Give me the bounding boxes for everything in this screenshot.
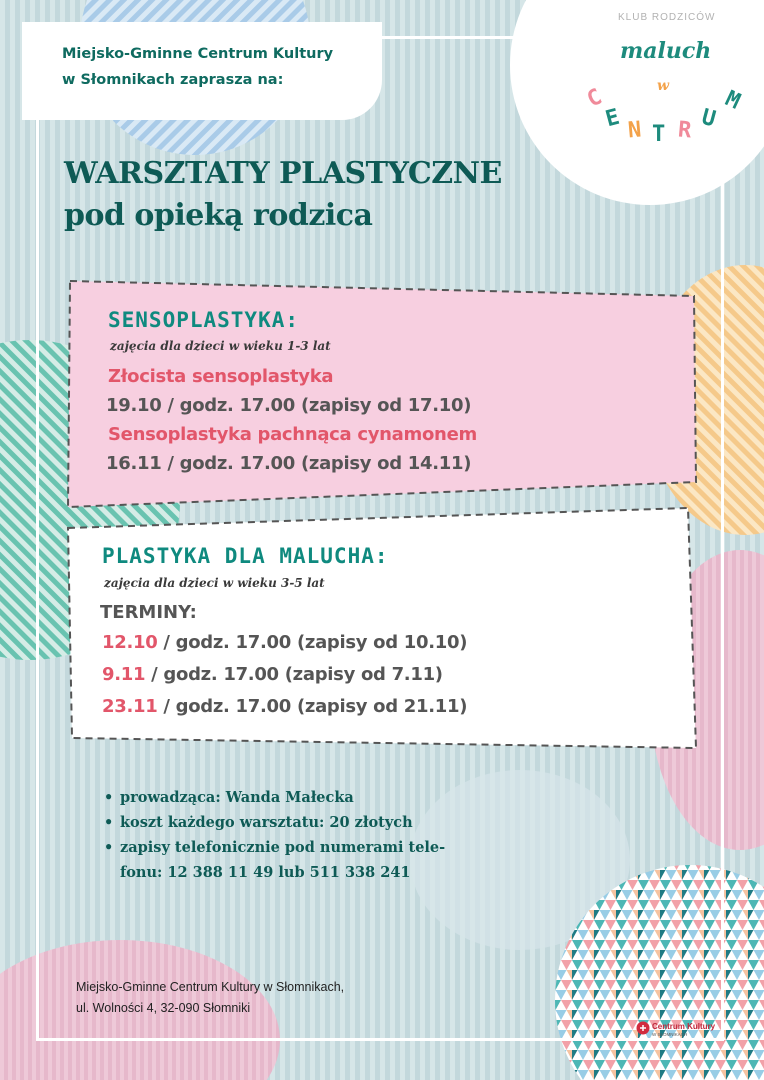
centrum-letter: M xyxy=(721,86,744,115)
footer-line2: ul. Wolności 4, 32-090 Słomniki xyxy=(76,1001,251,1015)
term-item xyxy=(102,696,467,717)
org-line-1: Miejsko-Gminne Centrum Kultury xyxy=(62,46,334,62)
club-maluch: maluch xyxy=(620,38,712,64)
ck-logo-sub: W SŁOMNIKACH xyxy=(652,1032,688,1037)
centrum-letter: R xyxy=(676,117,693,144)
info-signup-line1: zapisy telefonicznie pod numerami tele- xyxy=(120,839,446,856)
sensoplastyka-heading: SENSOPLASTYKA: xyxy=(108,308,300,332)
info-signup xyxy=(104,835,484,885)
centrum-letter: T xyxy=(652,122,666,147)
sensoplastyka-subtitle: zajęcia dla dzieci w wieku 1-3 lat xyxy=(110,339,331,353)
event-name: Złocista sensoplastyka xyxy=(108,366,334,387)
info-instructor: • prowadząca: Wanda Małecka xyxy=(104,785,484,810)
event-name: Sensoplastyka pachnąca cynamonem xyxy=(108,424,477,445)
event-date: 16.11 / godz. 17.00 (zapisy od 14.11) xyxy=(106,453,472,474)
event-date: 19.10 / godz. 17.00 (zapisy od 17.10) xyxy=(106,395,472,416)
info-list xyxy=(104,785,484,885)
term-date: 23.11 xyxy=(102,696,158,717)
centrum-letter: E xyxy=(602,104,623,133)
page-title-line1: WARSZTATY PLASTYCZNE xyxy=(64,156,502,191)
term-date: 12.10 xyxy=(102,632,158,653)
terms-label: TERMINY: xyxy=(100,602,197,623)
term-date: 9.11 xyxy=(102,664,146,685)
term-rest: / godz. 17.00 (zapisy od 21.11) xyxy=(157,696,468,717)
term-item xyxy=(102,632,467,653)
page-title-line2: pod opieką rodzica xyxy=(64,198,373,233)
club-w: w xyxy=(657,78,670,94)
centrum-letter: C xyxy=(583,84,606,113)
ck-logo-icon xyxy=(636,1021,650,1035)
centrum-letter: U xyxy=(698,104,719,133)
org-line-2: w Słomnikach zaprasza na: xyxy=(62,72,284,88)
ck-logo-name: Centrum Kultury xyxy=(652,1022,716,1031)
plastyka-heading: PLASTYKA DLA MALUCHA: xyxy=(102,544,389,568)
info-signup-line2: fonu: 12 388 11 49 lub 511 338 241 xyxy=(120,864,411,881)
footer-line1: Miejsko-Gminne Centrum Kultury w Słomnikach, xyxy=(76,980,345,994)
club-label: KLUB RODZICÓW xyxy=(618,12,716,23)
term-rest: / godz. 17.00 (zapisy od 7.11) xyxy=(145,664,443,685)
term-item xyxy=(102,664,443,685)
plastyka-subtitle: zajęcia dla dzieci w wieku 3-5 lat xyxy=(104,576,325,590)
centrum-letter: N xyxy=(626,117,643,144)
info-cost: • koszt każdego warsztatu: 20 złotych xyxy=(104,810,484,835)
footer-address xyxy=(76,977,344,1019)
term-rest: / godz. 17.00 (zapisy od 10.10) xyxy=(157,632,468,653)
